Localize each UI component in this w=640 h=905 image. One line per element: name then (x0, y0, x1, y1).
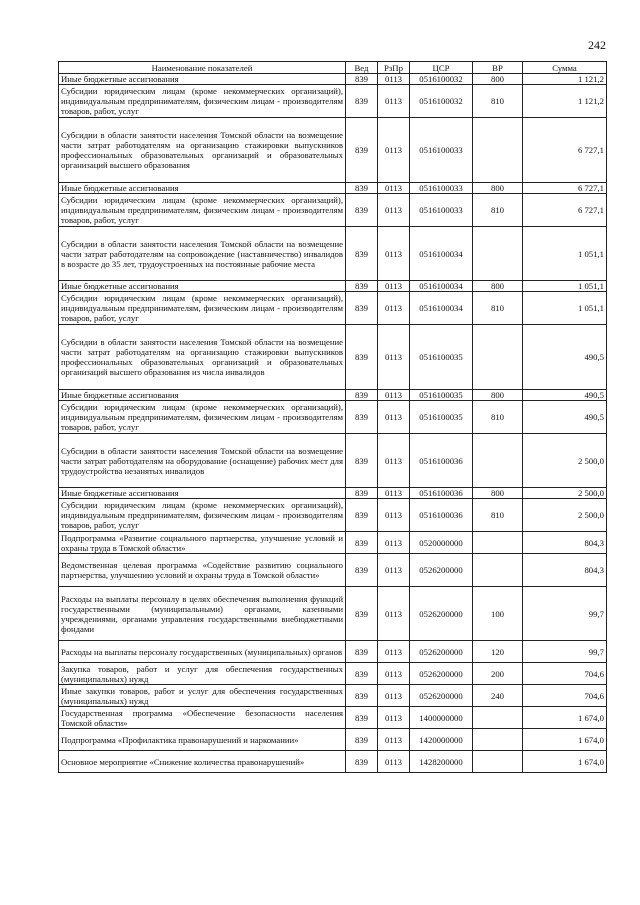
row-vr: 800 (473, 390, 523, 401)
row-vr: 100 (473, 587, 523, 641)
row-name: Субсидии юридическим лицам (кроме некоммерческих организаций), индивидуальным предпринимателям, физическим лицам - производителям товаров, работ, услуг (59, 194, 346, 227)
table-row (59, 118, 607, 183)
row-sum: 2 500,0 (523, 499, 607, 532)
row-name: Субсидии в области занятости населения Томской области на возмещение части затрат работодателям на сопровождение (наставничество) инвалидов в возрасте до 35 лет, трудоустроенных на постоянные рабочие места (59, 227, 346, 281)
row-csr: 1400000000 (410, 707, 473, 729)
row-vr: 200 (473, 663, 523, 685)
header-ved: Вед (346, 62, 378, 74)
row-rzpr: 0113 (378, 74, 410, 85)
row-name: Основное мероприятие «Снижение количества правонарушений» (59, 751, 346, 773)
table-row (59, 641, 607, 663)
row-name: Закупка товаров, работ и услуг для обеспечения государственных (муниципальных) нужд (59, 663, 346, 685)
row-csr: 0516100034 (410, 292, 473, 325)
table-row (59, 401, 607, 434)
row-name: Ведомственная целевая программа «Содействие развитию социального партнерства, улучшению условий и охраны труда в Томской области» (59, 554, 346, 587)
row-csr: 0526200000 (410, 554, 473, 587)
row-name: Расходы на выплаты персоналу в целях обеспечения выполнения функций государственными (муниципальными) органами, казенными учреждениями, органами управления государственными внебюджетными фондами (59, 587, 346, 641)
table-row (59, 281, 607, 292)
row-csr: 0516100034 (410, 281, 473, 292)
row-rzpr: 0113 (378, 281, 410, 292)
row-ved: 839 (346, 118, 378, 183)
row-ved: 839 (346, 685, 378, 707)
row-name: Иные бюджетные ассигнования (59, 390, 346, 401)
row-rzpr: 0113 (378, 434, 410, 488)
row-ved: 839 (346, 663, 378, 685)
table-body (59, 74, 607, 773)
row-name: Субсидии юридическим лицам (кроме некоммерческих организаций), индивидуальным предпринимателям, физическим лицам - производителям товаров, работ, услуг (59, 292, 346, 325)
row-sum: 490,5 (523, 390, 607, 401)
row-ved: 839 (346, 227, 378, 281)
header-rzpr: РзПр (378, 62, 410, 74)
row-sum: 2 500,0 (523, 434, 607, 488)
table-row (59, 532, 607, 554)
row-sum: 6 727,1 (523, 194, 607, 227)
row-ved: 839 (346, 499, 378, 532)
row-ved: 839 (346, 194, 378, 227)
table-row (59, 434, 607, 488)
row-sum: 1 051,1 (523, 292, 607, 325)
row-name: Иные закупки товаров, работ и услуг для обеспечения государственных (муниципальных) нужд (59, 685, 346, 707)
table-row (59, 707, 607, 729)
row-vr (473, 751, 523, 773)
row-name: Иные бюджетные ассигнования (59, 74, 346, 85)
header-csr: ЦСР (410, 62, 473, 74)
row-ved: 839 (346, 751, 378, 773)
table-row (59, 85, 607, 118)
row-rzpr: 0113 (378, 499, 410, 532)
row-ved: 839 (346, 434, 378, 488)
row-vr (473, 729, 523, 751)
row-csr: 0516100036 (410, 499, 473, 532)
header-name: Наименование показателей (59, 62, 346, 74)
row-rzpr: 0113 (378, 554, 410, 587)
row-rzpr: 0113 (378, 729, 410, 751)
row-name: Субсидии в области занятости населения Томской области на возмещение части затрат работодателям на организацию стажировки выпускников профессиональных образовательных организаций и образовательных организаций высшего образования из числа инвалидов (59, 325, 346, 390)
row-rzpr: 0113 (378, 292, 410, 325)
table-row (59, 292, 607, 325)
row-vr: 240 (473, 685, 523, 707)
table-row (59, 587, 607, 641)
row-sum: 1 121,2 (523, 85, 607, 118)
table-row (59, 183, 607, 194)
row-sum: 490,5 (523, 401, 607, 434)
row-vr (473, 434, 523, 488)
row-sum: 6 727,1 (523, 183, 607, 194)
row-sum: 1 121,2 (523, 74, 607, 85)
row-name: Субсидии юридическим лицам (кроме некоммерческих организаций), индивидуальным предпринимателям, физическим лицам - производителям товаров, работ, услуг (59, 401, 346, 434)
row-name: Субсидии юридическим лицам (кроме некоммерческих организаций), индивидуальным предпринимателям, физическим лицам - производителям товаров, работ, услуг (59, 499, 346, 532)
row-ved: 839 (346, 281, 378, 292)
row-rzpr: 0113 (378, 118, 410, 183)
row-sum: 6 727,1 (523, 118, 607, 183)
row-ved: 839 (346, 401, 378, 434)
budget-table (58, 61, 607, 773)
row-csr: 0526200000 (410, 685, 473, 707)
row-csr: 0520000000 (410, 532, 473, 554)
row-csr: 1428200000 (410, 751, 473, 773)
row-name: Подпрограмма «Профилактика правонарушений и наркомании» (59, 729, 346, 751)
table-row (59, 685, 607, 707)
row-name: Расходы на выплаты персоналу государственных (муниципальных) органов (59, 641, 346, 663)
row-name: Субсидии в области занятости населения Томской области на возмещение части затрат работодателям на оборудование (оснащение) рабочих мест для трудоустройства незанятых инвалидов (59, 434, 346, 488)
row-csr: 0516100034 (410, 227, 473, 281)
row-ved: 839 (346, 729, 378, 751)
row-csr: 0516100032 (410, 85, 473, 118)
row-sum: 1 051,1 (523, 281, 607, 292)
row-sum: 1 674,0 (523, 751, 607, 773)
row-csr: 0516100033 (410, 183, 473, 194)
row-csr: 0516100036 (410, 488, 473, 499)
row-csr: 0516100033 (410, 194, 473, 227)
header-sum: Сумма (523, 62, 607, 74)
row-ved: 839 (346, 183, 378, 194)
row-rzpr: 0113 (378, 401, 410, 434)
row-vr (473, 707, 523, 729)
row-ved: 839 (346, 292, 378, 325)
row-rzpr: 0113 (378, 663, 410, 685)
row-vr: 810 (473, 85, 523, 118)
row-rzpr: 0113 (378, 685, 410, 707)
row-sum: 2 500,0 (523, 488, 607, 499)
row-ved: 839 (346, 390, 378, 401)
row-csr: 0516100036 (410, 434, 473, 488)
row-sum: 704,6 (523, 663, 607, 685)
row-vr: 800 (473, 281, 523, 292)
row-vr (473, 118, 523, 183)
row-rzpr: 0113 (378, 751, 410, 773)
row-csr: 0516100033 (410, 118, 473, 183)
row-sum: 804,3 (523, 554, 607, 587)
row-vr (473, 227, 523, 281)
row-sum: 1 674,0 (523, 707, 607, 729)
row-rzpr: 0113 (378, 488, 410, 499)
table-row (59, 194, 607, 227)
row-rzpr: 0113 (378, 587, 410, 641)
table-row (59, 325, 607, 390)
row-sum: 99,7 (523, 587, 607, 641)
table-header (59, 62, 607, 74)
header-vr: ВР (473, 62, 523, 74)
row-name: Подпрограмма «Развитие социального партнерства, улучшение условий и охраны труда в Томской области» (59, 532, 346, 554)
row-sum: 490,5 (523, 325, 607, 390)
row-rzpr: 0113 (378, 183, 410, 194)
row-name: Иные бюджетные ассигнования (59, 281, 346, 292)
row-ved: 839 (346, 587, 378, 641)
row-vr: 810 (473, 292, 523, 325)
table-row (59, 751, 607, 773)
row-rzpr: 0113 (378, 85, 410, 118)
row-csr: 0526200000 (410, 641, 473, 663)
row-rzpr: 0113 (378, 641, 410, 663)
row-csr: 0526200000 (410, 587, 473, 641)
row-ved: 839 (346, 85, 378, 118)
row-vr: 800 (473, 183, 523, 194)
row-sum: 99,7 (523, 641, 607, 663)
row-ved: 839 (346, 74, 378, 85)
table-row (59, 390, 607, 401)
table-row (59, 74, 607, 85)
row-rzpr: 0113 (378, 227, 410, 281)
row-csr: 0516100035 (410, 401, 473, 434)
row-rzpr: 0113 (378, 325, 410, 390)
row-csr: 0516100032 (410, 74, 473, 85)
row-vr: 120 (473, 641, 523, 663)
row-ved: 839 (346, 325, 378, 390)
row-vr: 810 (473, 499, 523, 532)
row-ved: 839 (346, 707, 378, 729)
row-name: Субсидии юридическим лицам (кроме некоммерческих организаций), индивидуальным предпринимателям, физическим лицам - производителям товаров, работ, услуг (59, 85, 346, 118)
row-rzpr: 0113 (378, 532, 410, 554)
row-rzpr: 0113 (378, 390, 410, 401)
table-row (59, 499, 607, 532)
row-sum: 1 674,0 (523, 729, 607, 751)
row-name: Иные бюджетные ассигнования (59, 488, 346, 499)
row-ved: 839 (346, 532, 378, 554)
row-csr: 1420000000 (410, 729, 473, 751)
table-row (59, 227, 607, 281)
table-row (59, 663, 607, 685)
row-ved: 839 (346, 488, 378, 499)
row-vr (473, 325, 523, 390)
row-vr (473, 532, 523, 554)
header-row (59, 62, 607, 74)
row-rzpr: 0113 (378, 707, 410, 729)
row-ved: 839 (346, 641, 378, 663)
row-sum: 1 051,1 (523, 227, 607, 281)
table-row (59, 554, 607, 587)
row-csr: 0516100035 (410, 390, 473, 401)
row-vr: 800 (473, 488, 523, 499)
row-sum: 704,6 (523, 685, 607, 707)
row-vr: 810 (473, 194, 523, 227)
row-rzpr: 0113 (378, 194, 410, 227)
table-row (59, 488, 607, 499)
row-ved: 839 (346, 554, 378, 587)
row-name: Иные бюджетные ассигнования (59, 183, 346, 194)
row-vr: 810 (473, 401, 523, 434)
row-csr: 0526200000 (410, 663, 473, 685)
row-csr: 0516100035 (410, 325, 473, 390)
row-vr: 800 (473, 74, 523, 85)
row-name: Субсидии в области занятости населения Томской области на возмещение части затрат работодателям на организацию стажировки выпускников профессиональных образовательных организаций и образовательных организаций высшего образования (59, 118, 346, 183)
page-number: 242 (588, 38, 606, 52)
row-name: Государственная программа «Обеспечение безопасности населения Томской области» (59, 707, 346, 729)
row-vr (473, 554, 523, 587)
table-row (59, 729, 607, 751)
row-sum: 804,3 (523, 532, 607, 554)
